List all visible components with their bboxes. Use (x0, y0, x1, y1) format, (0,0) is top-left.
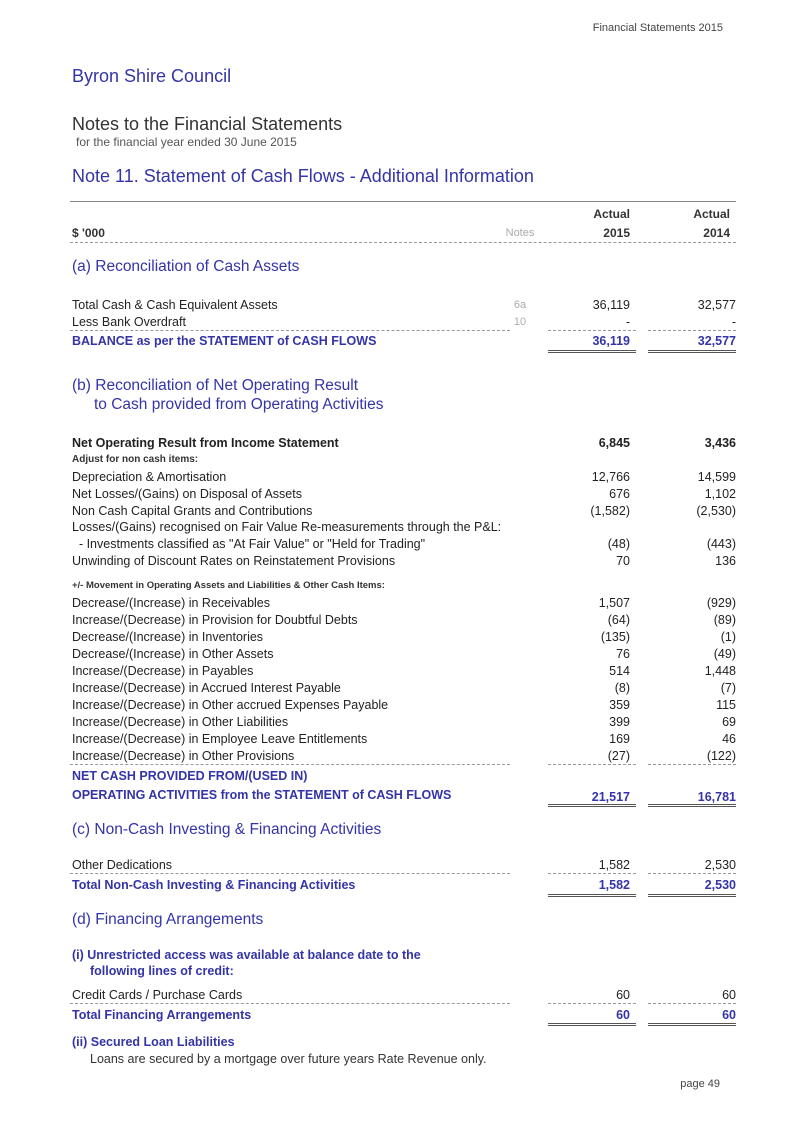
table-row: Decrease/(Increase) in Inventories (135) (1) (72, 630, 736, 644)
movement-heading: +/- Movement in Operating Assets and Liabilities & Other Cash Items: (72, 580, 385, 591)
row-rule (70, 1003, 510, 1004)
adjust-heading: Adjust for non cash items: (72, 454, 199, 465)
section-d-title: (d) Financing Arrangements (72, 911, 264, 928)
table-row: Losses/(Gains) recognised on Fair Value Re-measurements through the P&L: (72, 520, 502, 534)
total-rule (648, 1023, 736, 1026)
sub-i-heading: (i) Unrestricted access was available at balance date to the (72, 948, 421, 962)
table-row: Other Dedications 1,582 2,530 (72, 858, 736, 872)
total-rule (648, 804, 736, 807)
col-2015-label: 2015 (603, 226, 630, 240)
row-rule (648, 764, 736, 765)
table-row: Increase/(Decrease) in Employee Leave Entitlements 169 46 (72, 732, 736, 746)
table-row: Increase/(Decrease) in Other Provisions (27) (122) (72, 749, 736, 763)
total-rule (548, 804, 636, 807)
row-rule (548, 873, 636, 874)
col-2014-label: 2014 (703, 226, 730, 240)
table-row: Decrease/(Increase) in Receivables 1,507 (929) (72, 596, 736, 610)
section-d-total: Total Financing Arrangements 60 60 (72, 1008, 736, 1022)
col-actual-2015-label: Actual (593, 207, 630, 221)
sub-i-heading-line2: following lines of credit: (90, 964, 234, 978)
section-b-title-line2: to Cash provided from Operating Activities (94, 396, 384, 413)
total-rule (548, 1023, 636, 1026)
section-c-title: (c) Non-Cash Investing & Financing Activities (72, 821, 382, 838)
table-row: Total Cash & Cash Equivalent Assets 6a 36,119 32,577 (72, 298, 736, 312)
header-top-rule (70, 201, 736, 202)
col-actual-2014-label: Actual (693, 207, 730, 221)
table-row: Less Bank Overdraft 10 - - (72, 315, 736, 329)
note-title: Note 11. Statement of Cash Flows - Additional Information (72, 166, 534, 186)
table-row: Increase/(Decrease) in Other accrued Expenses Payable 359 115 (72, 698, 736, 712)
total-rule (648, 894, 736, 897)
section-b-total-line1: NET CASH PROVIDED FROM/(USED IN) (72, 769, 308, 783)
row-rule (70, 764, 510, 765)
net-operating-result-row: Net Operating Result from Income Statement 6,845 3,436 (72, 436, 736, 450)
secured-loans-text: Loans are secured by a mortgage over future years Rate Revenue only. (90, 1052, 487, 1066)
total-rule (548, 350, 636, 353)
table-row: Increase/(Decrease) in Accrued Interest Payable (8) (7) (72, 681, 736, 695)
notes-col-label: Notes (505, 227, 535, 239)
table-row: Credit Cards / Purchase Cards 60 60 (72, 988, 736, 1002)
header-bottom-rule (70, 242, 736, 243)
row-rule (648, 1003, 736, 1004)
row-rule (548, 1003, 636, 1004)
sub-ii-heading: (ii) Secured Loan Liabilities (72, 1035, 235, 1049)
page-number: page 49 (680, 1078, 720, 1090)
units-label: $ '000 (72, 226, 105, 240)
row-rule (70, 330, 510, 331)
row-rule (648, 873, 736, 874)
council-name: Byron Shire Council (72, 66, 232, 86)
section-a-total: BALANCE as per the STATEMENT of CASH FLOWS 36,119 32,577 (72, 334, 736, 348)
table-row: Net Losses/(Gains) on Disposal of Assets 676 1,102 (72, 487, 736, 501)
row-rule (648, 330, 736, 331)
table-row: Depreciation & Amortisation 12,766 14,599 (72, 470, 736, 484)
table-row: Non Cash Capital Grants and Contributions (1,582) (2,530) (72, 504, 736, 518)
table-row: Unwinding of Discount Rates on Reinstatement Provisions 70 136 (72, 554, 736, 568)
table-row: Increase/(Decrease) in Payables 514 1,448 (72, 664, 736, 678)
row-rule (548, 330, 636, 331)
table-row: Decrease/(Increase) in Other Assets 76 (49) (72, 647, 736, 661)
section-c-total: Total Non-Cash Investing & Financing Activities 1,582 2,530 (72, 878, 736, 892)
section-a-title: (a) Reconciliation of Cash Assets (72, 258, 300, 275)
notes-title: Notes to the Financial Statements (72, 114, 343, 134)
section-b-total: OPERATING ACTIVITIES from the STATEMENT of CASH FLOWS 21,517 16,781 (72, 788, 736, 804)
total-rule (548, 894, 636, 897)
table-row: Increase/(Decrease) in Other Liabilities 399 69 (72, 715, 736, 729)
table-row: Increase/(Decrease) in Provision for Doubtful Debts (64) (89) (72, 613, 736, 627)
total-rule (648, 350, 736, 353)
table-row: - Investments classified as "At Fair Value" or "Held for Trading" (48) (443) (72, 537, 736, 551)
section-b-title: (b) Reconciliation of Net Operating Result (72, 377, 359, 394)
notes-subtitle: for the financial year ended 30 June 2015 (76, 135, 297, 149)
row-rule (548, 764, 636, 765)
row-rule (70, 873, 510, 874)
document-title: Financial Statements 2015 (592, 22, 723, 34)
